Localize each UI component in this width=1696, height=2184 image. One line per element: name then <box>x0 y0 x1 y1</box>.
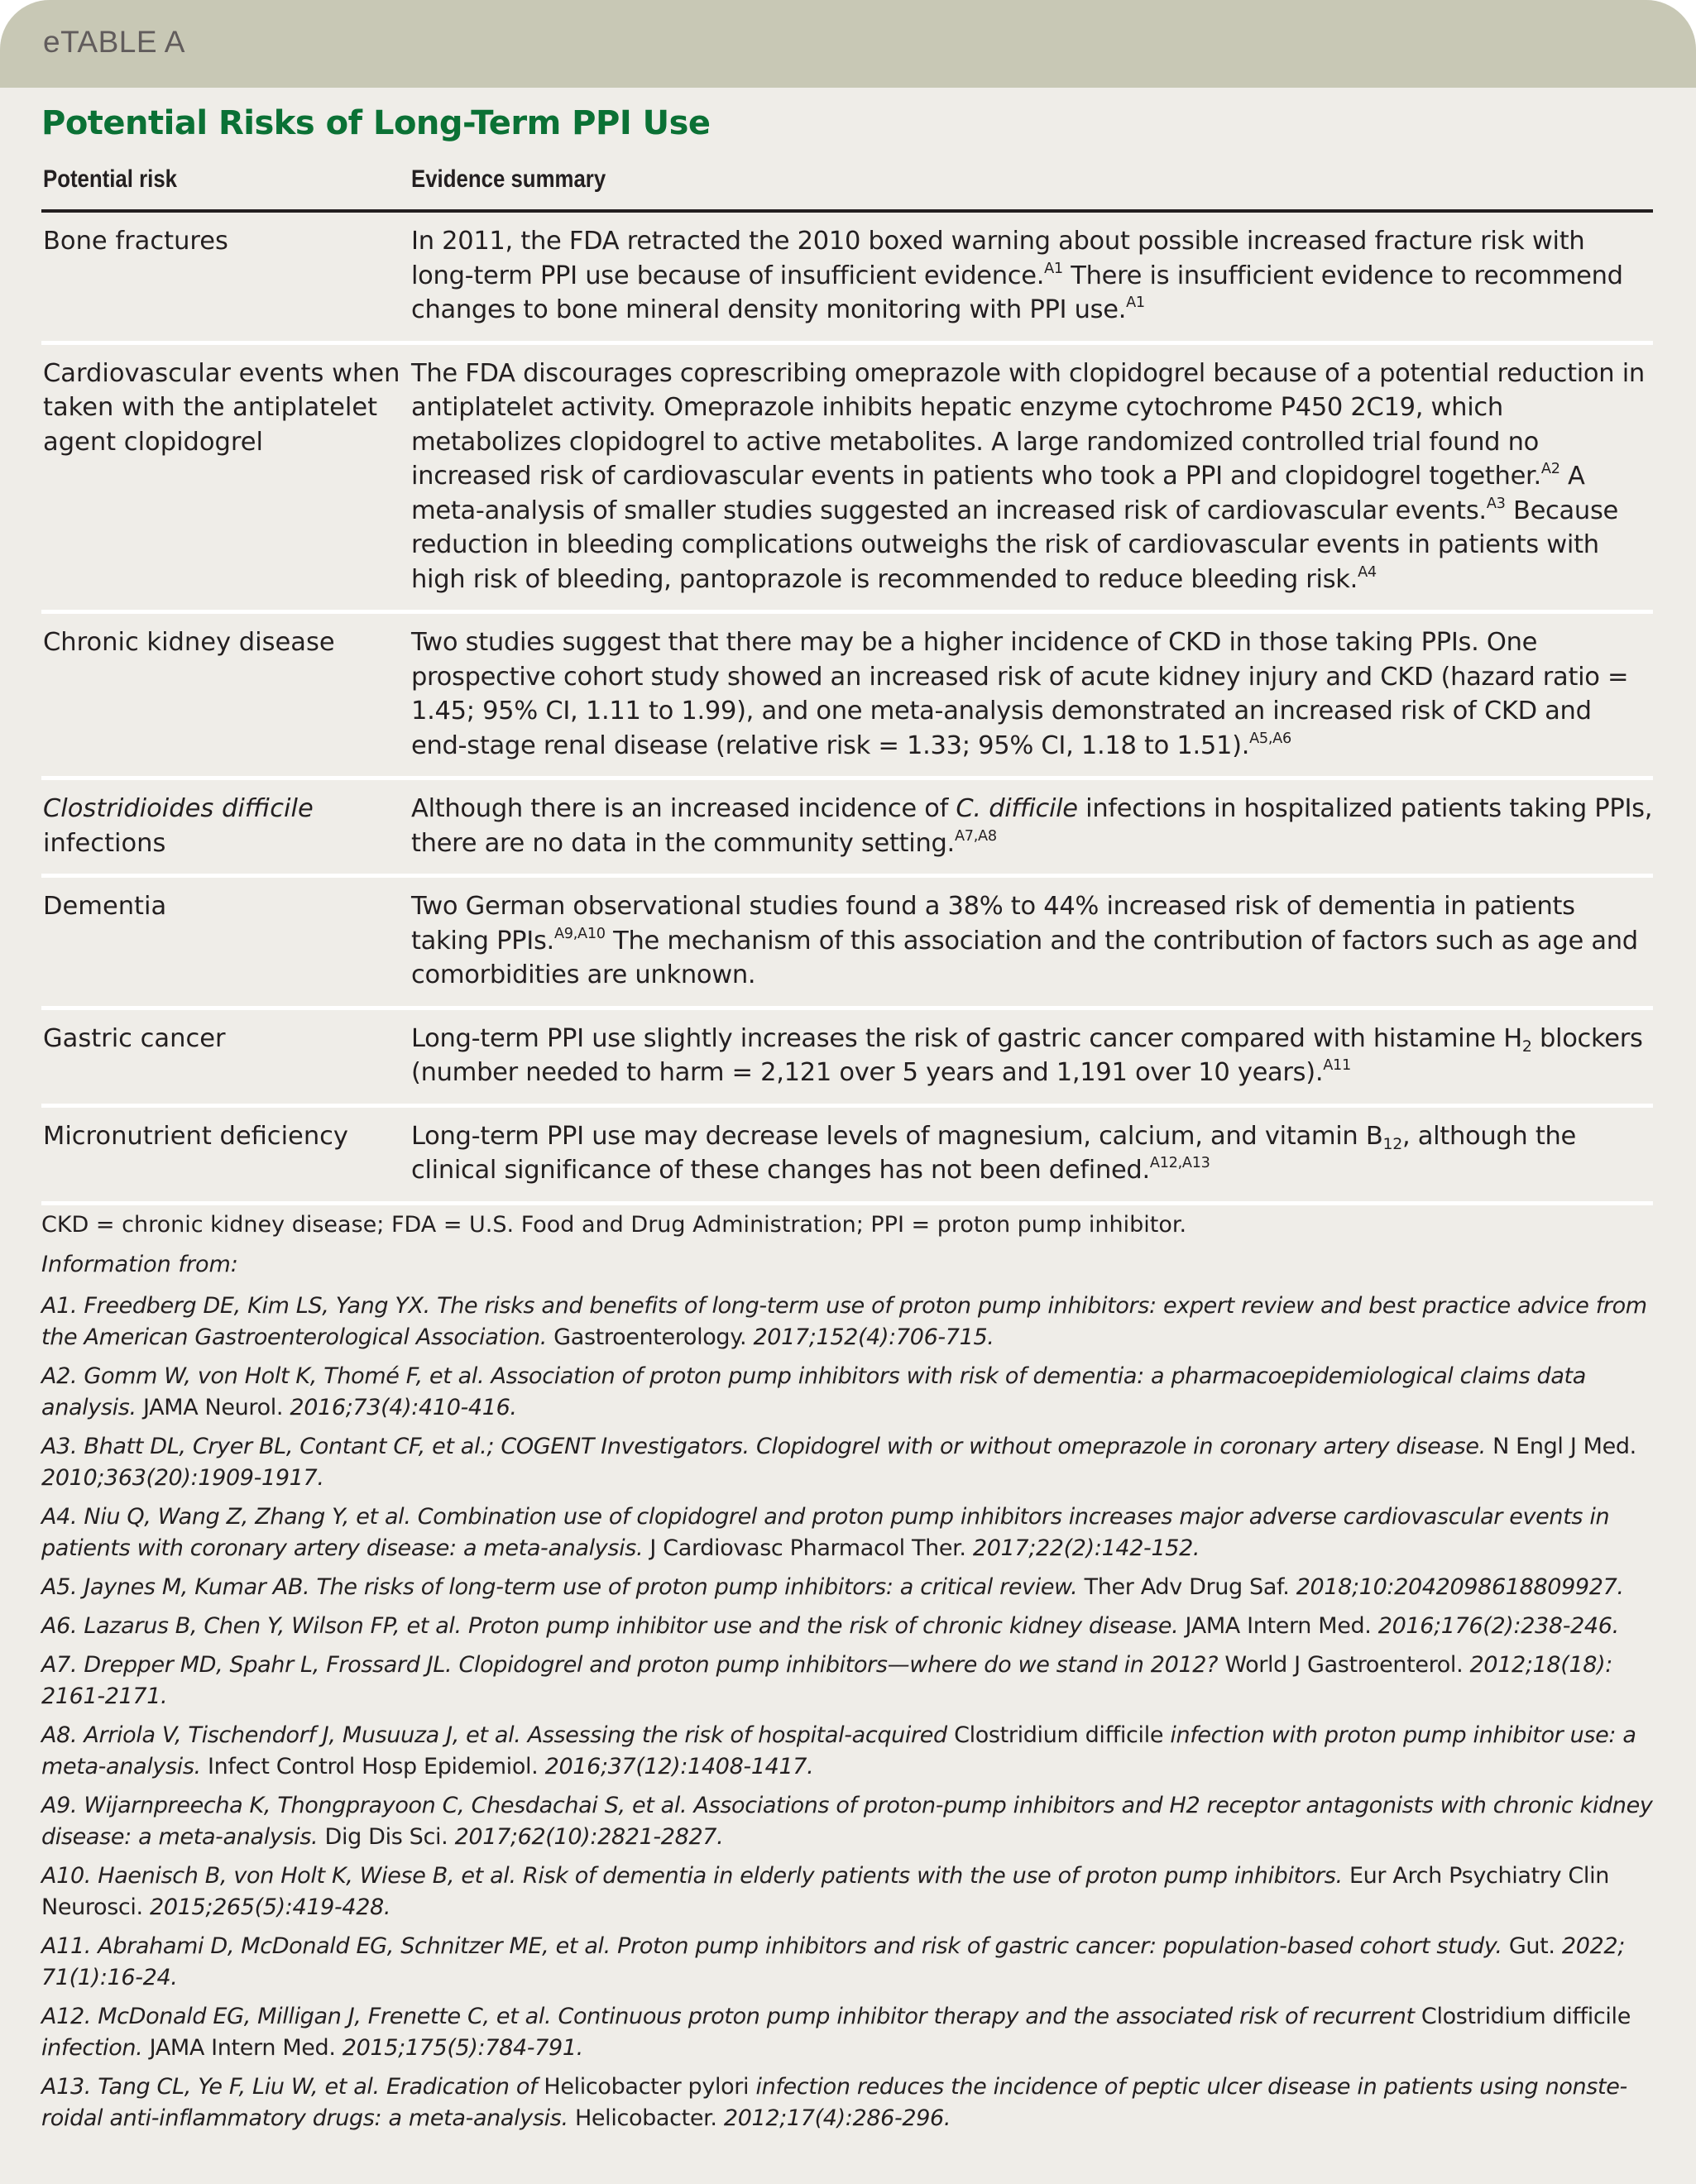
evidence-cell <box>411 1108 1653 1201</box>
citation-superscript: A11 <box>1323 1057 1351 1075</box>
italic-text: A4. Niu Q, Wang Z, Zhang Y, et al. Combination use of clopidogrel and proton pump inhibitors increases major adverse cardiovascular events in patients with coronary artery disease: a meta-analysis. <box>41 1504 1610 1561</box>
italic-text: 2017;62(10):2821-2827. <box>454 1824 724 1850</box>
table-row <box>41 614 1653 780</box>
italic-text: C. difficile <box>956 794 1078 823</box>
text-segment: Gastric cancer <box>43 1023 226 1053</box>
risk-cell <box>41 345 411 611</box>
reference-item <box>41 1361 1653 1424</box>
risk-cell <box>41 878 411 1006</box>
italic-text: Clostridioides difficile <box>43 794 314 823</box>
reference-item <box>41 1720 1653 1783</box>
italic-text: 2017;152(4):706-715. <box>753 1324 994 1350</box>
italic-text: 2015;265(5):419-428. <box>150 1894 391 1920</box>
reference-item <box>41 1572 1653 1603</box>
italic-text: A11. Abrahami D, McDonald EG, Schnitzer ME, et al. Proton pump inhibitors and risk of gastric cancer: population-based cohort study. <box>41 1933 1502 1959</box>
journal-text: J Cardiovasc Pharmacol Ther. <box>643 1535 973 1561</box>
reference-item <box>41 1861 1653 1923</box>
italic-text: 2016;37(12):1408-1417. <box>544 1754 814 1779</box>
italic-text: 2017;22(2):142-152. <box>972 1535 1200 1561</box>
risk-cell <box>41 614 411 776</box>
reference-item <box>41 1650 1653 1712</box>
journal-text: JAMA Intern Med. <box>1178 1613 1378 1639</box>
reference-item <box>41 1431 1653 1494</box>
table-row <box>41 1108 1653 1205</box>
italic-text: A13. Tang CL, Ye F, Liu W, et al. Eradication of <box>41 2074 538 2100</box>
evidence-cell <box>411 345 1653 611</box>
information-from-label: Information from: <box>41 1252 238 1277</box>
journal-text: Dig Dis Sci. <box>318 1824 455 1850</box>
evidence-cell <box>411 614 1653 776</box>
evidence-cell <box>411 878 1653 1006</box>
reference-item <box>41 1291 1653 1353</box>
journal-text: Gastroenterology. <box>546 1324 754 1350</box>
abbreviations-note: CKD = chronic kidney disease; FDA = U.S. Food and Drug Administration; PPI = proton pump inhibitor. <box>41 1212 1187 1238</box>
text-segment: Long-term PPI use slightly increases the risk of gastric cancer compared with histamine H <box>411 1023 1522 1053</box>
text-segment: Bone fractures <box>43 227 228 256</box>
italic-text: infection with proton pump inhibitor use: a meta-analysis. <box>41 1722 1636 1779</box>
citation-superscript: A1 <box>1126 295 1145 312</box>
italic-text: A5. Jaynes M, Kumar AB. The risks of long-term use of proton pump inhibitors: a critical review. <box>41 1574 1078 1600</box>
italic-text: A9. Wijarnpreecha K, Thongprayoon C, Chesdachai S, et al. Associations of proton-pump inhibitors and H2 receptor antagonists with chronic kidney disease: a meta-analysis. <box>41 1793 1653 1850</box>
reference-item <box>41 2071 1653 2134</box>
text-segment: infections in hospitalized patients taking PPIs, there are no data in the community setting. <box>411 794 1653 858</box>
table-body <box>41 213 1653 1205</box>
journal-text: N Engl J Med. <box>1485 1434 1636 1459</box>
text-segment: Two German observational studies found a 38% to 44% increased risk of dementia in patients taking PPIs. <box>411 892 1575 956</box>
column-header-potential-risk: Potential risk <box>43 165 178 193</box>
citation-superscript: A9,A10 <box>553 925 606 942</box>
reference-item <box>41 1502 1653 1564</box>
table-row <box>41 345 1653 615</box>
journal-text: Infect Control Hosp Epidemiol. <box>200 1754 545 1779</box>
italic-text: infection. <box>41 2035 143 2061</box>
text-segment: Two studies suggest that there may be a higher incidence of CKD in those taking PPIs. One prospective cohort study showed an increased risk of acute kidney injury and CKD (hazard ratio = 1.45; 95% CI, 1.11 to 1.99), and one meta-analysis demonstrated an increased risk of CKD and end-stage renal disease (relative risk = 1.33; 95% CI, 1.18 to 1.51). <box>411 628 1629 760</box>
risk-cell <box>41 780 411 874</box>
table-label: eTABLE A <box>43 25 185 59</box>
italic-text: A7. Drepper MD, Spahr L, Frossard JL. Clopidogrel and proton pump inhibitors—where do we stand in 2012? <box>41 1652 1219 1678</box>
citation-superscript: A2 <box>1540 461 1560 478</box>
risk-cell <box>41 1010 411 1104</box>
text-segment: blockers (number needed to harm = 2,121 over 5 years and 1,191 over 10 years). <box>411 1023 1643 1087</box>
journal-text: Clostridium difficile <box>1414 2004 1631 2029</box>
column-header-evidence-summary: Evidence summary <box>411 165 606 193</box>
citation-superscript: A12,A13 <box>1149 1155 1210 1172</box>
citation-superscript: A5,A6 <box>1249 730 1291 747</box>
reference-item <box>41 1931 1653 1994</box>
text-segment: Dementia <box>43 892 167 921</box>
journal-text: JAMA Intern Med. <box>142 2035 343 2061</box>
text-segment: In 2011, the FDA retracted the 2010 boxed warning about possible increased fracture risk with long-term PPI use because of insufficient evidence. <box>411 227 1585 290</box>
italic-text: A6. Lazarus B, Chen Y, Wilson FP, et al. Proton pump inhibitor use and the risk of chronic kidney disease. <box>41 1613 1179 1639</box>
italic-text: A1. Freedberg DE, Kim LS, Yang YX. The risks and benefits of long-term use of proton pump inhibitors: expert review and best practice advice from the American Gastroenterological Association. <box>41 1293 1647 1350</box>
text-segment: Chronic kidney disease <box>43 628 335 657</box>
references-list <box>41 1291 1653 2142</box>
table-row <box>41 878 1653 1010</box>
text-segment: Cardiovascular events when taken with the antiplatelet agent clopidogrel <box>43 358 400 457</box>
risk-cell <box>41 213 411 341</box>
journal-text: Ther Adv Drug Saf. <box>1077 1574 1296 1600</box>
table-row <box>41 213 1653 345</box>
subscript: 2 <box>1521 1037 1532 1056</box>
evidence-cell <box>411 213 1653 341</box>
evidence-cell <box>411 780 1653 874</box>
italic-text: 2010;363(20):1909-1917. <box>41 1465 324 1491</box>
text-segment: The FDA discourages coprescribing omeprazole with clopidogrel because of a potential reduction in antiplatelet activity. Omeprazole inhibits hepatic enzyme cytochrome P450 2C19, which metabolizes clopidogrel to active metabolites. A large randomized controlled trial found no increased risk of cardiovascular events in patients who took a PPI and clopidogrel together. <box>411 358 1645 491</box>
citation-superscript: A4 <box>1358 563 1377 581</box>
italic-text: 2012;17(4):286-296. <box>723 2105 951 2131</box>
risk-cell <box>41 1108 411 1201</box>
text-segment: Long-term PPI use may decrease levels of magnesium, calcium, and vitamin B <box>411 1121 1383 1151</box>
citation-superscript: A3 <box>1486 495 1506 512</box>
journal-text: Helicobacter. <box>568 2105 724 2131</box>
table-title: Potential Risks of Long-Term PPI Use <box>41 104 711 142</box>
text-segment: A meta-analysis of smaller studies suggested an increased risk of cardiovascular events. <box>411 462 1585 525</box>
text-segment: Although there is an increased incidence of <box>411 794 956 823</box>
text-segment: Micronutrient deficiency <box>43 1121 348 1151</box>
text-segment: Because reduction in bleeding complications outweighs the risk of cardiovascular events in patients with high risk of bleeding, pantoprazole is recommended to reduce bleeding risk. <box>411 496 1619 594</box>
italic-text: infection reduces the incidence of peptic ulcer disease in patients using nonsteroidal anti-inflammatory drugs: a meta-analysis. <box>41 2074 1628 2131</box>
table-row <box>41 780 1653 878</box>
italic-text: 2016;73(4):410-416. <box>290 1395 517 1420</box>
italic-text: 2022; 71(1):16-24. <box>41 1933 1625 1990</box>
reference-item <box>41 1790 1653 1853</box>
italic-text: 2018;10:2042098618809927. <box>1296 1574 1624 1600</box>
text-segment: infections <box>43 828 166 858</box>
header-band <box>0 0 1696 88</box>
italic-text: A8. Arriola V, Tischendorf J, Musuuza J, et al. Assessing the risk of hospital-acquired <box>41 1722 947 1748</box>
text-segment: The mechanism of this association and the contribution of factors such as age and comorbidities are unknown. <box>411 926 1638 989</box>
citation-superscript: A1 <box>1044 260 1063 277</box>
citation-superscript: A7,A8 <box>954 827 997 845</box>
italic-text: A3. Bhatt DL, Cryer BL, Contant CF, et al.; COGENT Investigators. Clopidogrel with or without omeprazole in coronary artery disease. <box>41 1434 1486 1459</box>
journal-text: Eur Arch Psychiatry Clin Neurosci. <box>41 1863 1609 1920</box>
text-segment: There is insufficient evidence to recommend changes to bone mineral density monitoring with PPI use. <box>411 261 1623 324</box>
italic-text: A10. Haenisch B, von Holt K, Wiese B, et al. Risk of dementia in elderly patients with the use of proton pump inhibitors. <box>41 1863 1343 1889</box>
italic-text: A2. Gomm W, von Holt K, Thomé F, et al. Association of proton pump inhibitors with risk of dementia: a pharmacoepidemiological claims data analysis. <box>41 1363 1586 1420</box>
italic-text: 2012;18(18): 2161-2171. <box>41 1652 1613 1709</box>
subscript: 12 <box>1382 1134 1402 1153</box>
evidence-cell <box>411 1010 1653 1104</box>
reference-item <box>41 1611 1653 1642</box>
italic-text: 2016;176(2):238-246. <box>1377 1613 1619 1639</box>
journal-text: Helicobacter pylori <box>537 2074 756 2100</box>
italic-text: 2015;175(5):784-791. <box>342 2035 583 2061</box>
journal-text: Clostridium difficile <box>946 1722 1171 1748</box>
italic-text: A12. McDonald EG, Milligan J, Frenette C, et al. Continuous proton pump inhibitor therapy and the associated risk of recurrent <box>41 2004 1415 2029</box>
reference-item <box>41 2001 1653 2064</box>
journal-text: JAMA Neurol. <box>136 1395 290 1420</box>
table-row <box>41 1010 1653 1108</box>
journal-text: World J Gastroenterol. <box>1218 1652 1470 1678</box>
journal-text: Gut. <box>1502 1933 1562 1959</box>
text-segment: , although the clinical significance of these changes has not been defined. <box>411 1121 1577 1185</box>
